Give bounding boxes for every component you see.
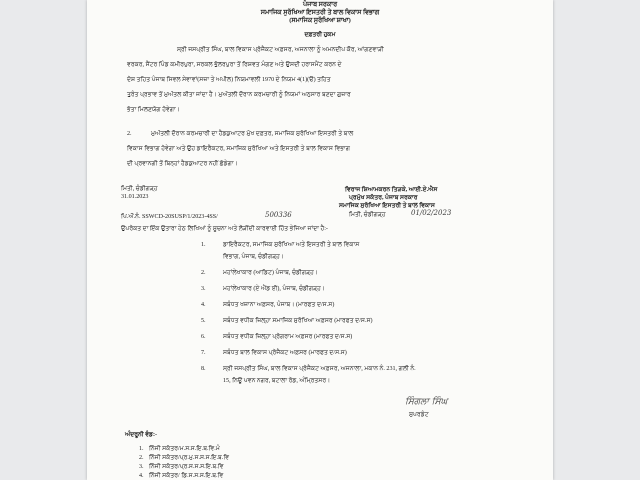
- recipient-number: 6.: [201, 334, 206, 340]
- recipient-number: 3.: [201, 286, 206, 292]
- order-title: ਦਫ਼ਤਰੀ ਹੁਕਮ: [304, 32, 336, 38]
- internal-list-number: 3.: [139, 464, 144, 470]
- recipient-line: ਡਾਇਰੈਕਟਰ, ਸਮਾਜਿਕ ਸੁਰੱਖਿਆ ਅਤੇ ਇਸਤਰੀ ਤੇ ਬਾਲ ਵਿਕਾਸ: [223, 242, 360, 248]
- endorsement-intro: ਉਪਰੋਕਤ ਦਾ ਇੱਕ ਉਤਾਰਾ ਹੇਠ ਲਿਖਿਆਂ ਨੂੰ ਸੂਚਨਾ ਅਤੇ ਲੋੜੀਂਦੀ ਕਾਰਵਾਈ ਹਿੱਤ ਭੇਜਿਆ ਜਾਂਦਾ ਹੈ:-: [121, 226, 328, 232]
- recipient-number: 4.: [201, 302, 206, 308]
- recipient-number: 1.: [201, 242, 206, 248]
- para1-line: ਤੁਰੰਤ ਪ੍ਰਭਾਵ ਤੋਂ ਮੁਅੱਤਲ ਕੀਤਾ ਜਾਂਦਾ ਹੈ। ਮੁਅੱਤਲੀ ਦੌਰਾਨ ਕਰਮਚਾਰੀ ਨੂੰ ਨਿਯਮਾਂ ਅਨੁਸਾਰ ਬਣਦਾ ਗੁਜ਼ਾਰ: [127, 92, 351, 98]
- signatory-place: ਮਿਤੀ, ਚੰਡੀਗੜ੍ਹ: [349, 212, 386, 218]
- recipient-line: ਮਹਾਂਲੇਖਾਕਾਰ (ਆਡਿਟ) ਪੰਜਾਬ, ਚੰਡੀਗੜ੍ਹ।: [223, 270, 318, 276]
- internal-list-number: 2.: [139, 455, 144, 461]
- superintendent-title: ਸੁਪਰਡੰਟ: [409, 412, 429, 418]
- internal-distribution-title: ਅੰਦਰੂਨੀ ਵੰਡ:-: [125, 432, 158, 438]
- signatory-designation: ਪ੍ਰਮੁੱਖ ਸਕੱਤਰ, ਪੰਜਾਬ ਸਰਕਾਰ: [349, 195, 418, 201]
- para1-line: ਸ੍ਰੀ ਜਸਪ੍ਰੀਤ ਸਿੰਘ, ਬਾਲ ਵਿਕਾਸ ਪ੍ਰੋਜੈਕਟ ਅਫ਼ਸਰ, ਅਜਨਾਲਾ ਨੂੰ ਅਮਨਦੀਪ ਕੌਰ, ਆਂਗਣਵਾੜੀ: [177, 47, 384, 53]
- superintendent-signature: ਸਿੰਗਲਾ ਸਿੰਘ: [405, 397, 448, 407]
- document-page: [87, 0, 553, 480]
- recipient-line: ਸਬੰਧਤ ਵਧੀਕ ਜ਼ਿਲ੍ਹਾ ਪ੍ਰੋਗਰਾਮ ਅਫ਼ਸਰ (ਮਾਰਫਤ ਦ/ਸ.ਸ): [223, 334, 353, 340]
- internal-list-number: 4.: [139, 473, 144, 479]
- endorsement-number: ਪਿ.ਔ.ਨੰ. SSWCD-20SUSP/1/2023-4SS/: [121, 214, 218, 220]
- recipient-line: 15, ਨਿਊ ਪਵਨ ਨਗਰ, ਬਟਾਲਾ ਰੋਡ, ਅੰਮ੍ਰਿਤਸਰ।: [223, 378, 331, 384]
- internal-list-item: ਨਿੱਜੀ ਸਕੱਤਰ/ਪ੍ਰ.ਮੁ.ਸ.ਸ.ਸ.ਇ.ਬ.ਵਿ: [149, 455, 230, 461]
- order-date: 31.01.2023: [121, 194, 149, 200]
- para2-line: ਮੁਅੱਤਲੀ ਦੌਰਾਨ ਕਰਮਚਾਰੀ ਦਾ ਹੈਡਕੁਆਟਰ ਮੁੱਖ ਦਫ਼ਤਰ, ਸਮਾਜਿਕ ਸੁਰੱਖਿਆ ਇਸਤਰੀ ਤੇ ਬਾਲ: [151, 131, 354, 137]
- recipient-number: 5.: [201, 318, 206, 324]
- para2-line: ਵਿਕਾਸ ਵਿਭਾਗ ਹੋਵੇਗਾ ਅਤੇ ਉਹ ਡਾਇਰੈਕਟਰ, ਸਮਾਜਿਕ ਸੁਰੱਖਿਆ ਅਤੇ ਇਸਤਰੀ ਤੇ ਬਾਲ ਵਿਕਾਸ ਵਿਭਾਗ: [127, 146, 351, 152]
- para1-line: ਵਰਕਰ, ਸੈਂਟਰ ਪਿੰਡ ਕਮੀਰਪੁਰਾ, ਸਰਕਲ ਭੁੱਲਰਪੁਰਾ ਤੋਂ ਰਿਸ਼ਵਤ ਮੰਗਣ ਅਤੇ ਉਸਦੀ ਹਰਾਸਮੈਂਟ ਕਰਨ ਦੇ: [127, 62, 342, 68]
- signatory-date-handwritten: 01/02/2023: [411, 209, 452, 217]
- signatory-department: ਸਮਾਜਿਕ ਸੁਰੱਖਿਆ ਇਸਤਰੀ ਤੇ ਬਾਲ ਵਿਕਾਸ: [339, 203, 435, 209]
- recipient-line: ਸਬੰਧਤ ਬਾਲ ਵਿਕਾਸ ਪ੍ਰੋਜੈਕਟ ਅਫ਼ਸਰ (ਮਾਰਫਤ ਦ/ਸ.ਸ): [223, 350, 347, 356]
- header-branch: (ਸਮਾਜਿਕ ਸੁਰੱਖਿਆ ਸ਼ਾਖਾ): [289, 17, 351, 24]
- recipient-number: 7.: [201, 350, 206, 356]
- header-government: ਪੰਜਾਬ ਸਰਕਾਰ: [302, 1, 338, 8]
- place-date-label: ਮਿਤੀ, ਚੰਡੀਗੜ੍ਹ: [121, 186, 158, 192]
- recipient-line: ਵਿਭਾਗ, ਪੰਜਾਬ, ਚੰਡੀਗੜ੍ਹ।: [223, 254, 285, 260]
- internal-list-item: ਨਿੱਜੀ ਸਕੱਤਰ/ ਡਿ.ਸ.ਸ.ਸ.ਇ.ਬ.ਵਿ: [149, 473, 224, 479]
- para1-line: ਭੱਤਾ ਮਿਲਣਯੋਗ ਹੋਵੇਗਾ।: [127, 107, 180, 113]
- internal-list-number: 1.: [139, 446, 144, 452]
- header-department: ਸਮਾਜਿਕ ਸੁਰੱਖਿਆ ਇਸਤਰੀ ਤੇ ਬਾਲ ਵਿਕਾਸ ਵਿਭਾਗ: [260, 9, 380, 16]
- recipient-line: ਸਬੰਧਤ ਵਧੀਕ ਜ਼ਿਲ੍ਹਾ ਸਮਾਜਿਕ ਸੁਰੱਖਿਆ ਅਫ਼ਸਰ (ਮਾਰਫਤ ਦ/ਸ.ਸ): [223, 318, 373, 324]
- internal-list-item: ਨਿੱਜੀ ਸਕੱਤਰ/ਮ.ਸ.ਸ.ਇ.ਬ.ਵਿ.ਮੰ: [149, 446, 220, 452]
- para2-line: ਦੀ ਪ੍ਰਵਾਨਗੀ ਤੋਂ ਬਿਨ੍ਹਾਂ ਹੈਡਕੁਆਟਰ ਨਹੀਂ ਛੱਡੇਗਾ।: [127, 161, 238, 167]
- para1-line: ਦੋਸ਼ ਤਹਿਤ ਪੰਜਾਬ ਸਿਵਲ ਸੇਵਾਵਾਂ(ਸਜ਼ਾ ਤੇ ਅਪੀਲ) ਨਿਯਮਾਵਲੀ 1970 ਦੇ ਨਿਯਮ 4(1)(ੳ) ਤਹਿਤ: [127, 77, 331, 83]
- recipient-line: ਮਹਾਂਲੇਖਾਕਾਰ (ਏ ਐਂਡ ਈ), ਪੰਜਾਬ, ਚੰਡੀਗੜ੍ਹ।: [223, 286, 325, 292]
- recipient-line: ਸ੍ਰੀ ਜਸਪ੍ਰੀਤ ਸਿੰਘ, ਬਾਲ ਵਿਕਾਸ ਪ੍ਰੋਜੈਕਟ ਅਫ਼ਸਰ, ਅਜਨਾਲਾ, ਮਕਾਨ ਨੰ. 231, ਗਲੀ ਨੰ.: [223, 366, 416, 372]
- recipient-number: 8.: [201, 366, 206, 372]
- signatory-name: ਵਿਰਾਜ ਸ਼ਿਆਮਕਰਨ ਤਿੜਕੇ, ਆਈ.ਏ.ਐਸ: [345, 187, 438, 193]
- para2-number: 2.: [127, 131, 132, 137]
- internal-list-item: ਨਿੱਜੀ ਸਕੱਤਰ/ਪ੍ਰ.ਸ.ਸ.ਸ.ਇ.ਬ.ਵਿ: [149, 464, 224, 470]
- endorsement-number-handwritten: 500336: [265, 211, 292, 219]
- recipient-number: 2.: [201, 270, 206, 276]
- recipient-line: ਸਬੰਧਤ ਖਜ਼ਾਨਾ ਅਫ਼ਸਰ, ਪੰਜਾਬ। (ਮਾਰਫਤ ਦ/ਸ.ਸ): [223, 302, 335, 308]
